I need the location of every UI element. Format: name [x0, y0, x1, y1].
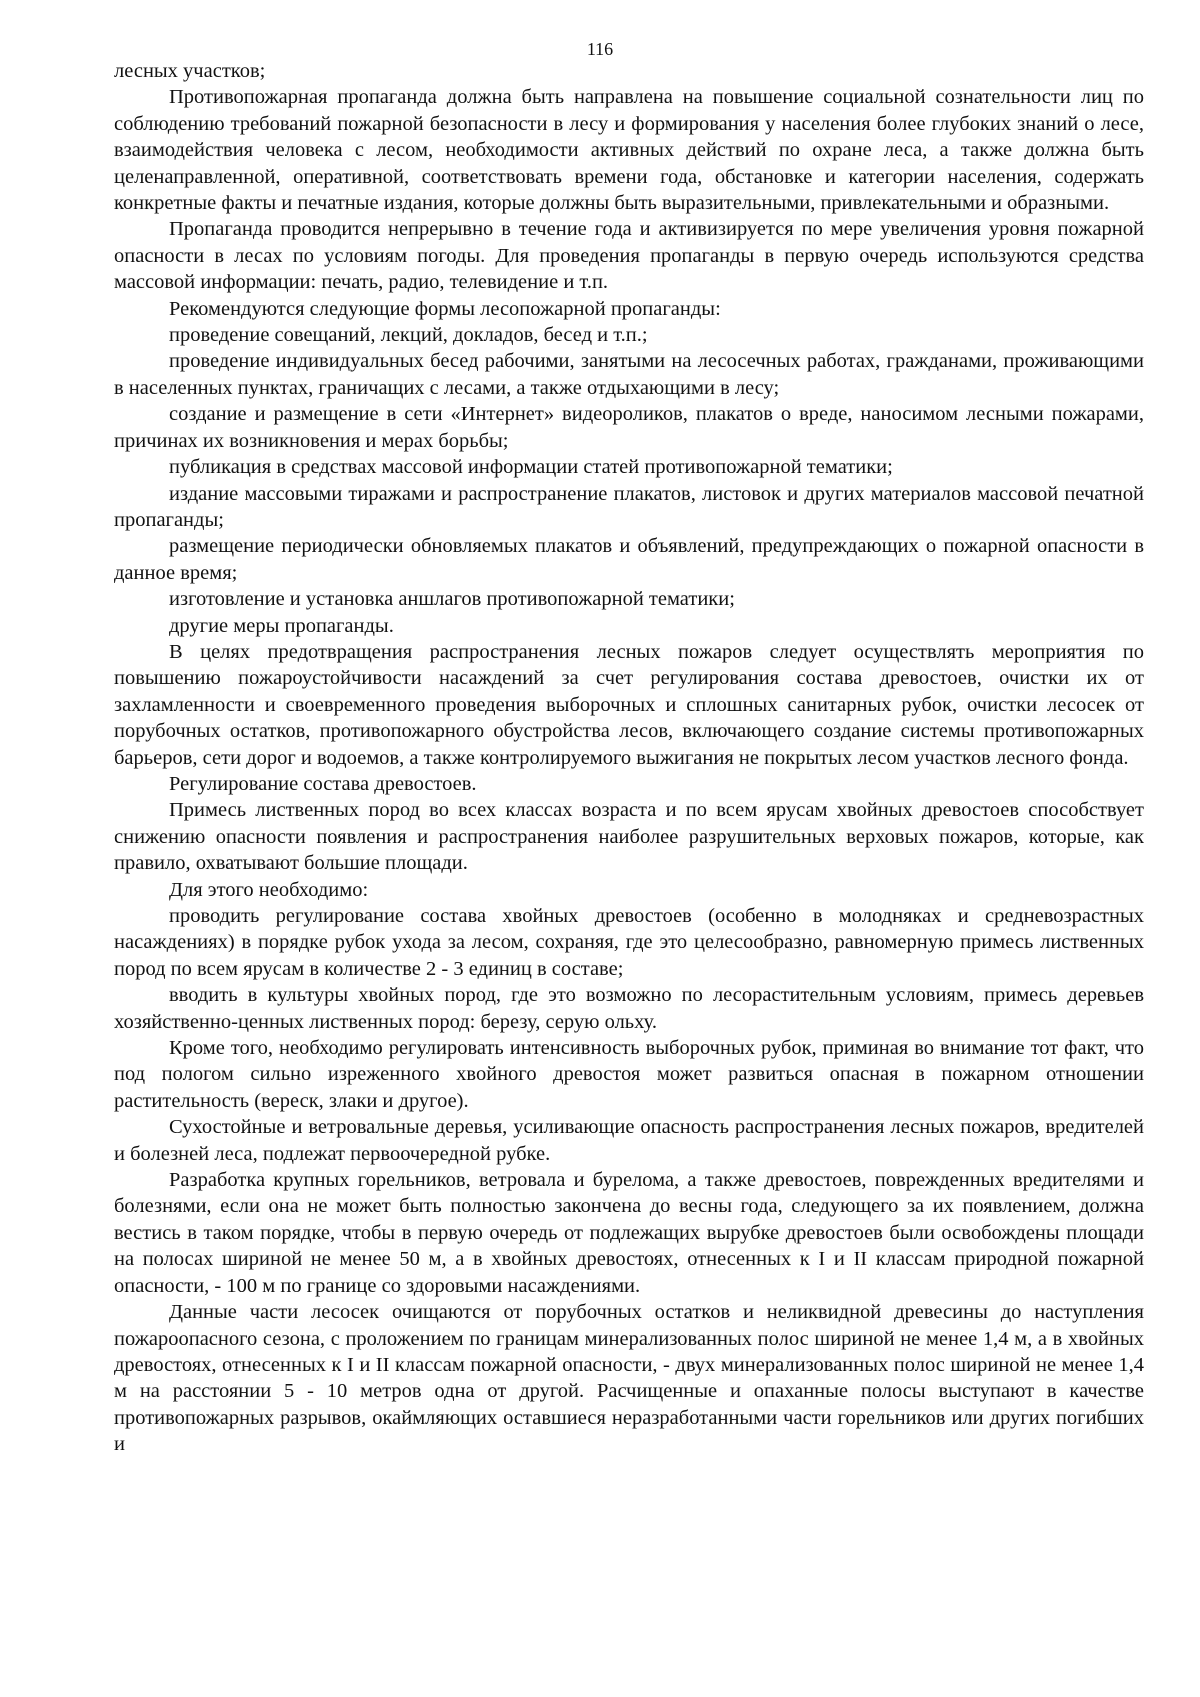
paragraph: В целях предотвращения распространения лесных пожаров следует осуществлять мероприятия по повышению пожароустойчивости насаждений за счет регулирования состава древостоев, очистки их от захламленности и своевременного проведения выборочных и сплошных санитарных рубок, очистки лесосек от порубочных остатков, противопожарного обустройства лесов, включающего создание системы противопожарных барьеров, сети дорог и водоемов, а также контролируемого выжигания не покрытых лесом участков лесного фонда.: [114, 640, 1144, 769]
paragraph: Разработка крупных горельников, ветровала и бурелома, а также древостоев, поврежденных вредителями и болезнями, если она не может быть полностью закончена до весны года, следующего за их появлением, должна вестись в таком порядке, чтобы в первую очередь от подлежащих вырубке древостоев были освобождены площади на полосах шириной не менее 50 м, а в хвойных древостоях, отнесенных к I и II классам природной пожарной опасности, - 100 м по границе со здоровыми насаждениями.: [114, 1169, 1144, 1297]
paragraph: вводить в культуры хвойных пород, где это возможно по лесорастительным условиям, примесь деревьев хозяйственно-ценных лиственных пород: березу, серую ольху.: [114, 984, 1144, 1033]
page-number: 116: [586, 39, 614, 59]
paragraph: Данные части лесосек очищаются от порубочных остатков и неликвидной древесины до наступления пожароопасного сезона, с проложением по границам минерализованных полос шириной не менее 1,4 м, а в хвойных древостоях, отнесенных к I и II классам пожарной опасности, - двух минерализованных полос шириной не менее 1,4 м на расстоянии 5 - 10 метров одна от другой. Расчищенные и опаханные полосы выступают в качестве противопожарных разрывов, окаймляющих оставшиеся неразработанными части горельников или других погибших и: [114, 1301, 1144, 1456]
paragraph: издание массовыми тиражами и распространение плакатов, листовок и других материалов массовой печатной пропаганды;: [114, 482, 1144, 531]
paragraph: размещение периодически обновляемых плакатов и объявлений, предупреждающих о пожарной опасности в данное время;: [114, 535, 1144, 584]
paragraph: Примесь лиственных пород во всех классах возраста и по всем ярусам хвойных древостоев способствует снижению опасности появления и распространения наиболее разрушительных верховых пожаров, которые, как правило, охватывают большие площади.: [114, 799, 1144, 875]
paragraph: проводить регулирование состава хвойных древостоев (особенно в молодняках и средневозрастных насаждениях) в порядке рубок ухода за лесом, сохраняя, где это целесообразно, равномерную примесь лиственных пород по всем ярусам в количестве 2 - 3 единиц в составе;: [114, 905, 1144, 980]
document-body: [114, 58, 1144, 1458]
paragraph: Противопожарная пропаганда должна быть направлена на повышение социальной сознательности лиц по соблюдению требований пожарной безопасности в лесу и формирования у населения более глубоких знаний о лесе, взаимодействия человека с лесом, необходимости активных действий по охране леса, а также должна быть целенаправленной, оперативной, соответствовать времени года, обстановке и категории населения, содержать конкретные факты и печатные издания, которые должны быть выразительными, привлекательными и образными.: [114, 86, 1144, 215]
paragraph: Для этого необходимо:: [169, 878, 369, 901]
paragraph: создание и размещение в сети «Интернет» видеороликов, плакатов о вреде, наносимом лесными пожарами, причинах их возникновения и мерах борьбы;: [114, 403, 1144, 452]
paragraph: Сухостойные и ветровальные деревья, усиливающие опасность распространения лесных пожаров, вредителей и болезней леса, подлежат первоочередной рубке.: [114, 1116, 1144, 1165]
paragraph: изготовление и установка аншлагов противопожарной тематики;: [169, 588, 735, 611]
paragraph: другие меры пропаганды.: [169, 614, 394, 637]
paragraph: проведение индивидуальных бесед рабочими, занятыми на лесосечных работах, гражданами, проживающими в населенных пунктах, граничащих с лесами, а также отдыхающими в лесу;: [114, 350, 1144, 399]
paragraph: публикация в средствах массовой информации статей противопожарной тематики;: [169, 456, 893, 479]
paragraph: лесных участков;: [114, 60, 266, 82]
paragraph: проведение совещаний, лекций, докладов, бесед и т.п.;: [169, 324, 648, 347]
paragraph: Рекомендуются следующие формы лесопожарной пропаганды:: [169, 297, 721, 320]
paragraph: Регулирование состава древостоев.: [169, 772, 477, 795]
paragraph: Кроме того, необходимо регулировать интенсивность выборочных рубок, приминая во внимание тот факт, что под пологом сильно изреженного хвойного древостоя может развиться опасная в пожарном отношении растительность (вереск, злаки и другое).: [114, 1037, 1144, 1112]
paragraph: Пропаганда проводится непрерывно в течение года и активизируется по мере увеличения уровня пожарной опасности в лесах по условиям погоды. Для проведения пропаганды в первую очередь используются средства массовой информации: печать, радио, телевидение и т.п.: [114, 218, 1144, 294]
